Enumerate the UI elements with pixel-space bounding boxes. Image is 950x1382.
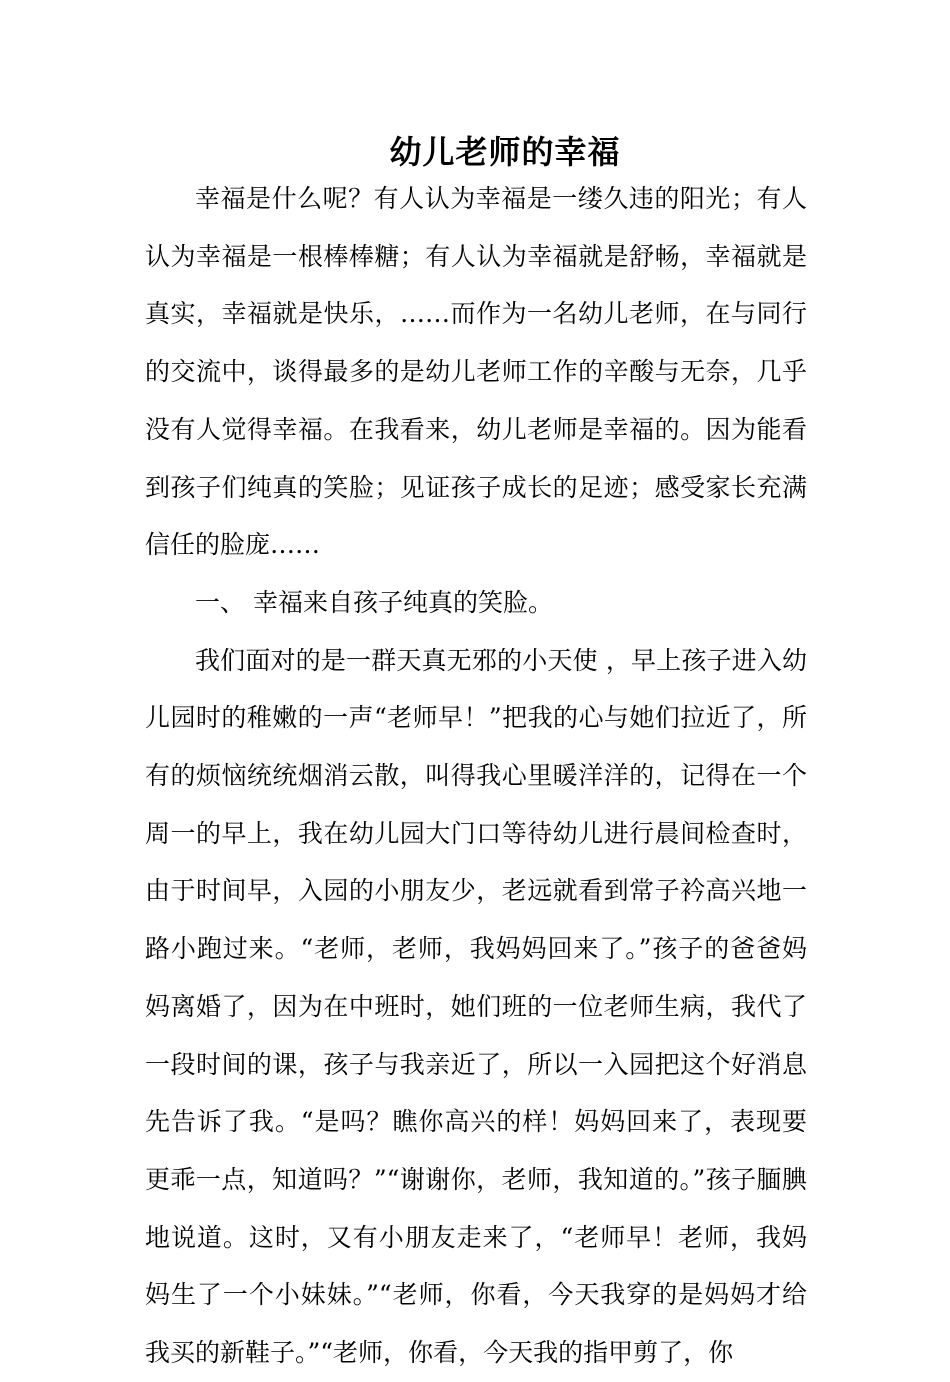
document-body: [145, 170, 807, 1382]
paragraph-intro: 幸福是什么呢？有人认为幸福是一缕久违的阳光；有人认为幸福是一根棒棒糖；有人认为幸福就是舒畅，幸福就是真实，幸福就是快乐，……而作为一名幼儿老师，在与同行的交流中，谈得最多的是幼儿老师工作的辛酸与无奈，几乎没有人觉得幸福。在我看来，幼儿老师是幸福的。因为能看到孩子们纯真的笑脸；见证孩子成长的足迹；感受家长充满信任的脸庞……: [145, 184, 807, 560]
paragraph-section-heading: 一、 幸福来自孩子纯真的笑脸。: [195, 587, 553, 617]
paragraph-story: 我们面对的是一群天真无邪的小天使 ，早上孩子进入幼儿园时的稚嫩的一声“老师早！”把我的心与她们拉近了，所有的烦恼统统烟消云散，叫得我心里暖洋洋的，记得在一个周一的早上，我在幼儿园大门口等待幼儿进行晨间检查时，由于时间早，入园的小朋友少，老远就看到常子衿高兴地一路小跑过来。“老师，老师，我妈妈回来了。”孩子的爸爸妈妈离婚了，因为在中班时，她们班的一位老师生病，我代了一段时间的课，孩子与我亲近了，所以一入园把这个好消息先告诉了我。“是吗？瞧你高兴的样！妈妈回来了，表现要更乖一点，知道吗？”“谢谢你，老师，我知道的。”孩子腼腆地说道。这时，又有小朋友走来了，“老师早！老师，我妈妈生了一个小妹妹。”“老师，你看，今天我穿的是妈妈才给我买的新鞋子。”“老师，你看，今天我的指甲剪了，你: [145, 645, 807, 1368]
document-title: 幼儿老师的幸福: [389, 133, 621, 171]
